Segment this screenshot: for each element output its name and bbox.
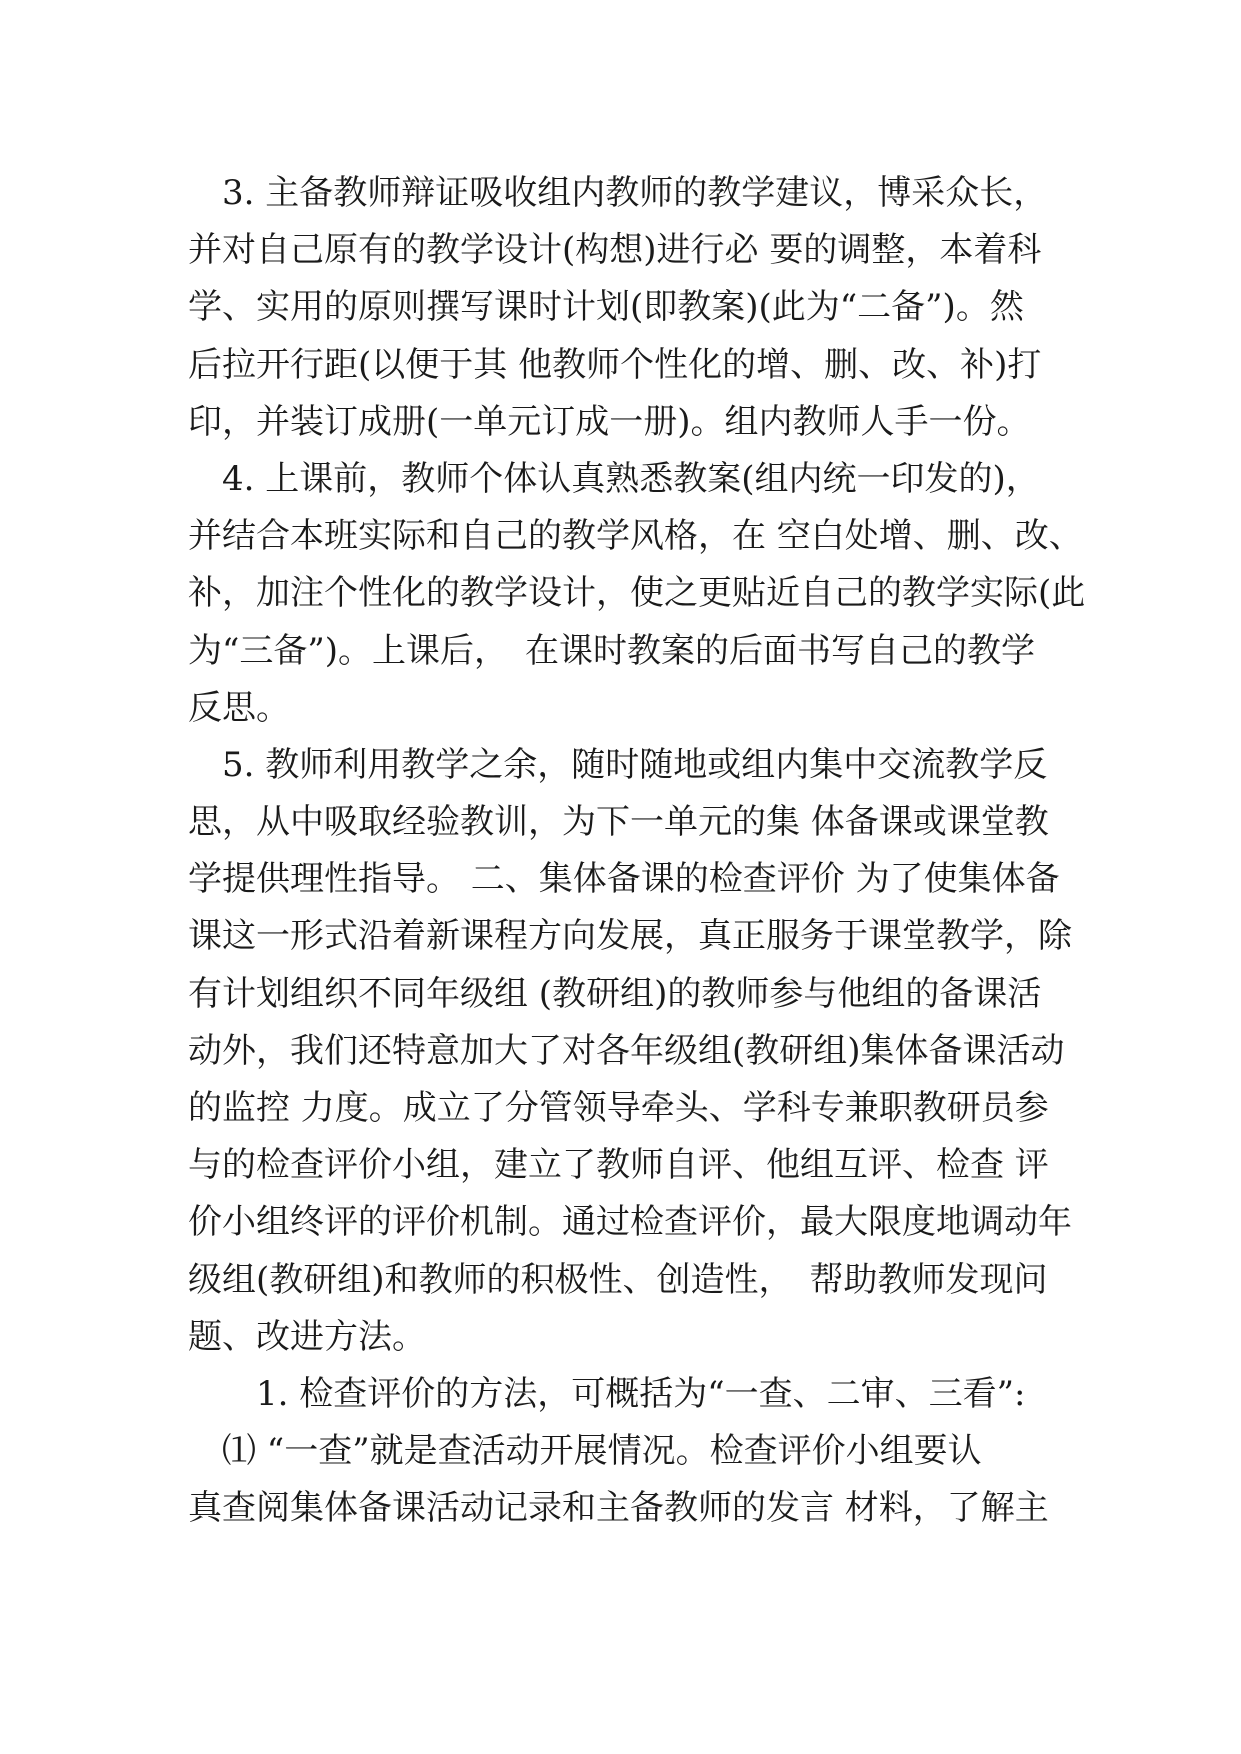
- text-line: 后拉开行距(以便于其 他教师个性化的增、删、改、补)打: [188, 344, 1042, 385]
- text-line: 并结合本班实际和自己的教学风格，在 空白处增、删、改、: [188, 516, 1083, 557]
- text-line: 有计划组织不同年级组 (教研组)的教师参与他组的备课活: [188, 973, 1042, 1014]
- text-line: 印，并装订成册(一单元订成一册)。组内教师人手一份。: [188, 401, 1031, 442]
- document-body: [188, 165, 1086, 1538]
- text-line: 课这一形式沿着新课程方向发展，真正服务于课堂教学，除: [188, 916, 1072, 957]
- text-line: 3. 主备教师辩证吸收组内教师的教学建议，博采众长，: [188, 173, 1048, 213]
- text-line: 并对自己原有的教学设计(构想)进行必 要的调整，本着科: [188, 230, 1042, 271]
- text-line: 学、实用的原则撰写课时计划(即教案)(此为“二备”)。然: [188, 287, 1024, 328]
- text-line: 5. 教师利用教学之余，随时随地或组内集中交流教学反: [188, 744, 1048, 785]
- text-line: 学提供理性指导。 二、集体备课的检查评价 为了使集体备: [188, 859, 1060, 900]
- text-line: 动外，我们还特意加大了对各年级组(教研组)集体备课活动: [188, 1030, 1065, 1071]
- text-line: ⑴ “一查”就是查活动开展情况。检查评价小组要认: [188, 1431, 982, 1472]
- text-line: 思，从中吸取经验教训，为下一单元的集 体备课或课堂教: [188, 802, 1049, 843]
- text-line: 4. 上课前，教师个体认真熟悉教案(组内统一印发的)，: [188, 458, 1040, 499]
- text-line: 与的检查评价小组，建立了教师自评、他组互评、检查 评: [188, 1145, 1049, 1186]
- text-line: 价小组终评的评价机制。通过检查评价，最大限度地调动年: [188, 1202, 1072, 1243]
- text-line: 补，加注个性化的教学设计，使之更贴近自己的教学实际(此: [188, 573, 1086, 614]
- text-line: 级组(教研组)和教师的积极性、创造性， 帮助教师发现问: [188, 1259, 1048, 1300]
- text-line: 真查阅集体备课活动记录和主备教师的发言 材料，了解主: [188, 1488, 1049, 1529]
- text-line: 的监控 力度。成立了分管领导牵头、学科专兼职教研员参: [188, 1088, 1049, 1128]
- text-line: 题、改进方法。: [188, 1316, 426, 1357]
- text-line: 反思。: [188, 687, 290, 728]
- text-line: 为“三备”)。上课后， 在课时教案的后面书写自己的教学: [188, 630, 1036, 671]
- text-line: 1. 检查评价的方法，可概括为“一查、二审、三看”:: [188, 1373, 1026, 1414]
